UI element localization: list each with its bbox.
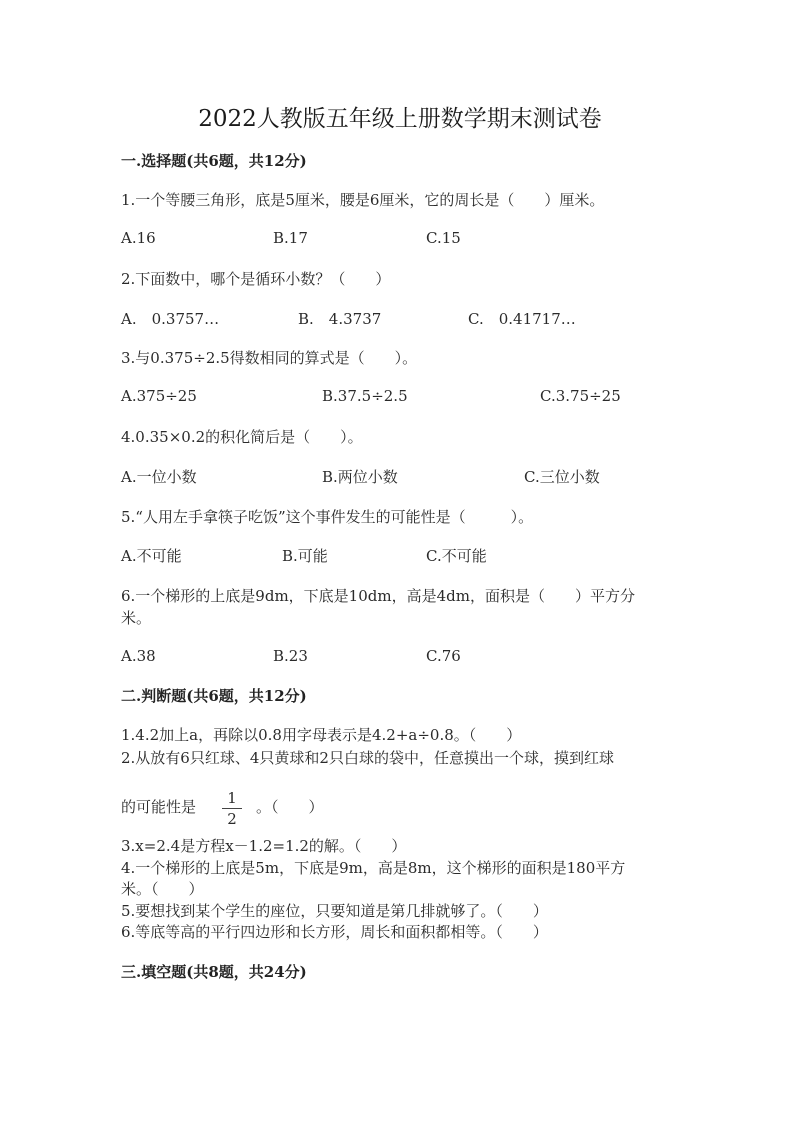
choice-6-option-a: A.38 <box>121 647 156 665</box>
judge-question-5: 5.要想找到某个学生的座位，只要知道是第几排就够了。（ ） <box>121 902 548 920</box>
choice-6-option-c: C.76 <box>426 647 461 665</box>
judge-question-1: 1.4.2加上a，再除以0.8用字母表示是4.2+a÷0.8。（ ） <box>121 726 522 744</box>
choice-2-option-c: C. 0.41717… <box>468 310 576 328</box>
section-heading-judge: 二.判断题(共6题，共12分) <box>121 687 307 705</box>
choice-question-2: 2.下面数中，哪个是循环小数？（ ） <box>121 270 391 288</box>
choice-3-option-a: A.375÷25 <box>121 387 197 405</box>
choice-question-3: 3.与0.375÷2.5得数相同的算式是（ ）。 <box>121 349 418 367</box>
choice-question-1: 1.一个等腰三角形，底是5厘米，腰是6厘米，它的周长是（ ）厘米。 <box>121 191 605 209</box>
fraction-bar <box>222 808 242 809</box>
choice-question-6-line2: 米。 <box>121 609 152 627</box>
choice-question-4: 4.0.35×0.2的积化简后是（ ）。 <box>121 428 363 446</box>
choice-1-option-a: A.16 <box>121 229 156 247</box>
choice-1-option-b: B.17 <box>273 229 308 247</box>
judge-question-2-line1: 2.从放有6只红球、4只黄球和2只白球的袋中，任意摸出一个球，摸到红球 <box>121 749 614 767</box>
judge-question-6: 6.等底等高的平行四边形和长方形，周长和面积都相等。（ ） <box>121 923 548 941</box>
choice-2-option-b: B. 4.3737 <box>298 310 382 328</box>
page-title: 2022人教版五年级上册数学期末测试卷 <box>198 106 602 132</box>
choice-3-option-b: B.37.5÷2.5 <box>322 387 408 405</box>
choice-question-6-line1: 6.一个梯形的上底是9dm，下底是10dm，高是4dm，面积是（ ）平方分 <box>121 587 635 605</box>
judge-question-2-prefix: 的可能性是 <box>121 798 197 816</box>
judge-question-4-line1: 4.一个梯形的上底是5m，下底是9m，高是8m，这个梯形的面积是180平方 <box>121 859 626 877</box>
fraction-one-half <box>222 789 242 828</box>
fraction-numerator: 1 <box>227 789 237 807</box>
judge-question-3: 3.x=2.4是方程x－1.2=1.2的解。（ ） <box>121 837 407 855</box>
section-heading-choice: 一.选择题(共6题，共12分) <box>121 152 307 170</box>
choice-5-option-c: C.不可能 <box>426 547 487 565</box>
choice-4-option-b: B.两位小数 <box>322 468 398 486</box>
choice-4-option-a: A.一位小数 <box>121 468 197 486</box>
choice-4-option-c: C.三位小数 <box>524 468 600 486</box>
choice-6-option-b: B.23 <box>273 647 308 665</box>
fraction-denominator: 2 <box>227 810 237 828</box>
choice-2-option-a: A. 0.3757… <box>121 310 220 328</box>
choice-1-option-c: C.15 <box>426 229 461 247</box>
choice-5-option-a: A.不可能 <box>121 547 182 565</box>
section-heading-fill: 三.填空题(共8题，共24分) <box>121 963 307 981</box>
choice-question-5: 5.“人用左手拿筷子吃饭”这个事件发生的可能性是（ ）。 <box>121 508 534 526</box>
judge-question-4-line2: 米。（ ） <box>121 880 204 898</box>
choice-5-option-b: B.可能 <box>282 547 328 565</box>
choice-3-option-c: C.3.75÷25 <box>540 387 621 405</box>
judge-question-2-suffix: 。（ ） <box>256 798 324 816</box>
